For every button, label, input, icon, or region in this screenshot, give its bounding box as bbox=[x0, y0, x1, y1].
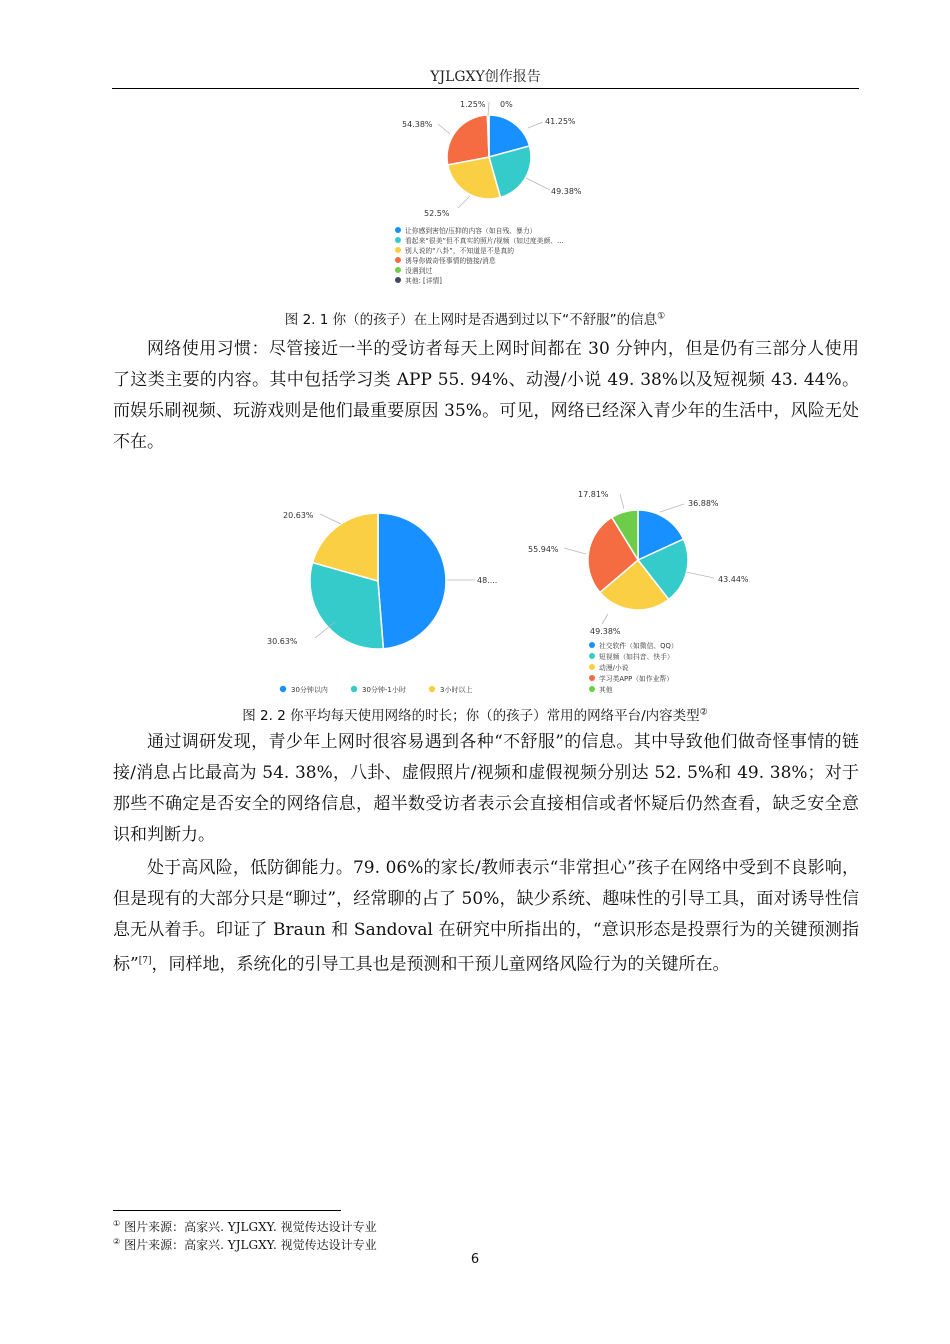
legend-dot bbox=[395, 277, 401, 283]
pie1-label-1: 1.25% bbox=[460, 100, 486, 109]
citation-ref: [7] bbox=[138, 956, 152, 966]
figure-1-pie-chart bbox=[388, 94, 598, 290]
figure-2-left-pie-chart bbox=[255, 500, 520, 700]
paragraph-findings: 通过调研发现，青少年上网时很容易遇到各种“不舒服”的信息。其中导致他们做奇怪事情的链接/消息占比最高为 54. 38%，八卦、虚假照片/视频和虚假视频分别达 52. 5%和 49. 38%；对于那些不确定是否安全的网络信息，超半数受访者表示会直接相信或者怀疑后仍然查看，缺乏安全意识和判断力。 bbox=[113, 732, 859, 845]
pie2a-label-1: 20.63% bbox=[283, 511, 314, 520]
pie-slice-1 bbox=[378, 513, 446, 649]
figure-1-caption bbox=[0, 308, 950, 328]
footnote-divider bbox=[113, 1210, 341, 1211]
legend-label: 30分钟以内 bbox=[291, 686, 328, 694]
pie2b-label-5: 49.38% bbox=[590, 627, 621, 636]
legend-label: 30分钟-1小时 bbox=[362, 686, 406, 694]
figure-2-right-pie-chart bbox=[524, 484, 764, 696]
pie1-label-4: 54.38% bbox=[402, 120, 433, 129]
legend-dot bbox=[395, 227, 401, 233]
legend-label: 诱导你做奇怪事情的链接/消息 bbox=[405, 257, 496, 265]
footnote-ref: ② bbox=[699, 707, 708, 718]
legend-dot bbox=[429, 686, 435, 692]
legend-dot bbox=[395, 247, 401, 253]
legend-label: 其他 bbox=[599, 686, 613, 694]
pie2b-label-1: 17.81% bbox=[578, 490, 609, 499]
footnote-text: 图片来源：高家兴. YJLGXY. 视觉传达设计专业 bbox=[124, 1220, 377, 1234]
pie2a-slices bbox=[310, 513, 446, 649]
pie2b-label-4: 43.44% bbox=[718, 575, 749, 584]
legend-label: 看起来“很美”但不真实的照片/视频（如过度美颜、... bbox=[405, 237, 564, 245]
footnote-ref: ① bbox=[657, 311, 666, 322]
legend-label: 3小时以上 bbox=[440, 686, 473, 694]
pie1-label-5: 49.38% bbox=[551, 187, 582, 196]
legend-label: 让你感到害怕/压抑的内容（如自残、暴力） bbox=[405, 227, 537, 235]
legend-dot bbox=[589, 686, 595, 692]
pie2a-label-2: 30.63% bbox=[267, 637, 298, 646]
legend-dot bbox=[589, 664, 595, 670]
pie1-label-2: 0% bbox=[500, 100, 513, 109]
legend-dot bbox=[351, 686, 357, 692]
paragraph-high-risk-end: ，同样地，系统化的引导工具也是预测和干预儿童网络风险行为的关键所在。 bbox=[151, 954, 730, 975]
pie1-label-6: 52.5% bbox=[424, 209, 450, 218]
legend-dot bbox=[589, 642, 595, 648]
pie1-label-3: 41.25% bbox=[545, 117, 576, 126]
footnote-1 bbox=[113, 1218, 377, 1235]
pie-slice-4 bbox=[447, 115, 489, 165]
pie2a-legend bbox=[280, 685, 473, 694]
legend-label: 学习类APP（如作业帮） bbox=[599, 675, 674, 683]
legend-label: 其他: [详情] bbox=[405, 277, 442, 285]
pie2b-label-3: 55.94% bbox=[528, 545, 559, 554]
caption-text: 图 2. 2 你平均每天使用网络的时长；你（的孩子）常用的网络平台/内容类型 bbox=[242, 708, 700, 724]
caption-text: 图 2. 1 你（的孩子）在上网时是否遇到过以下“不舒服”的信息 bbox=[284, 312, 658, 328]
pie2b-label-2: 36.88% bbox=[688, 499, 719, 508]
legend-dot bbox=[589, 675, 595, 681]
paragraph-network-habits: 网络使用习惯：尽管接近一半的受访者每天上网时间都在 30 分钟内，但是仍有三部分人使用了这类主要的内容。其中包括学习类 APP 55. 94%、动漫/小说 49. 38%以及短视频 43. 44%。而娱乐刷视频、玩游戏则是他们最重要原因 35%。可见，网络已经深入青少年的生活中，风险无处不在。 bbox=[113, 339, 859, 452]
footnote-text: 图片来源：高家兴. YJLGXY. 视觉传达设计专业 bbox=[124, 1238, 377, 1252]
legend-label: 社交软件（如微信、QQ） bbox=[599, 642, 678, 650]
legend-dot bbox=[395, 257, 401, 263]
legend-label: 动漫/小说 bbox=[599, 664, 629, 672]
page-header: YJLGXY创作报告 bbox=[112, 66, 859, 89]
legend-dot bbox=[395, 267, 401, 273]
legend-dot bbox=[589, 653, 595, 659]
footnote-2 bbox=[113, 1236, 377, 1253]
legend-label: 没遇到过 bbox=[405, 267, 433, 275]
figure-2-caption bbox=[0, 704, 950, 724]
page-number: 6 bbox=[470, 1252, 480, 1267]
pie2b-slices bbox=[588, 510, 688, 610]
pie1-legend bbox=[395, 226, 564, 285]
legend-label: 别人说的“八卦”，不知道是不是真的 bbox=[405, 247, 514, 255]
legend-dot bbox=[395, 237, 401, 243]
legend-label: 短视频（如抖音、快手） bbox=[599, 653, 674, 661]
pie2b-legend bbox=[589, 641, 678, 694]
paragraph-high-risk-text: 处于高风险，低防御能力。79. 06%的家长/教师表示“非常担心”孩子在网络中受到不良影响，但是现有的大部分只是“聊过”，经常聊的占了 50%，缺少系统、趣味性的引导工具，面对诱导性信息无从着手。印证了 Braun 和 Sandoval 在研究中所指出的，“意识形态是投票行为的关键预测指标” bbox=[113, 858, 859, 975]
pie2a-label-3: 48.... bbox=[477, 576, 498, 585]
footnote-mark: ② bbox=[113, 1237, 121, 1246]
legend-dot bbox=[280, 686, 286, 692]
pie1-slices bbox=[447, 115, 531, 199]
footnote-mark: ① bbox=[113, 1219, 121, 1228]
paragraph-high-risk bbox=[113, 853, 859, 981]
